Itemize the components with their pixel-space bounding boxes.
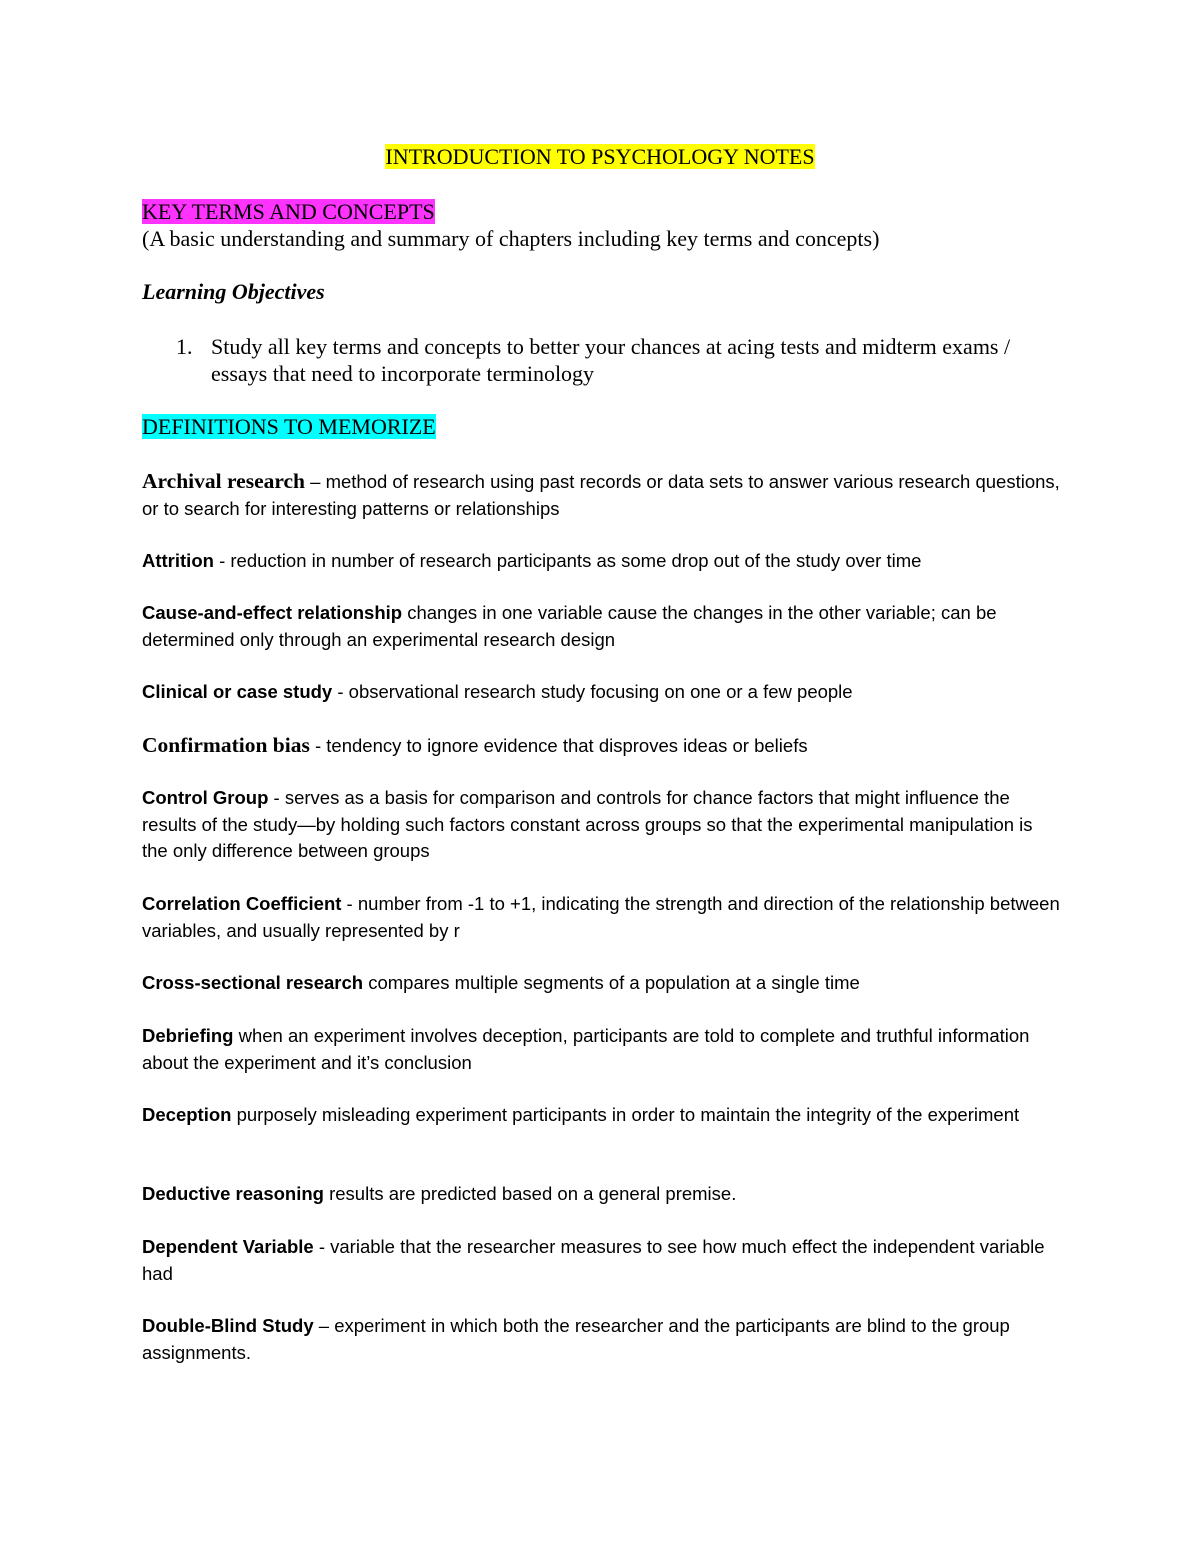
definition-term: Double-Blind Study — [142, 1315, 314, 1336]
definition-text: compares multiple segments of a population at a single time — [363, 972, 860, 993]
definition-clinical-case-study — [142, 679, 1062, 706]
definition-term: Cross-sectional research — [142, 972, 364, 993]
definition-attrition — [142, 548, 1062, 575]
document-title-line — [0, 143, 1200, 171]
definition-debriefing — [142, 1023, 1062, 1076]
definition-deception — [142, 1102, 1062, 1129]
definition-term: Clinical or case study — [142, 681, 333, 702]
definitions-heading: DEFINITIONS TO MEMORIZE — [142, 414, 436, 439]
definition-text: when an experiment involves deception, participants are told to complete and truthful information about the experiment and it’s conclusion — [142, 1025, 1030, 1073]
key-terms-heading: KEY TERMS AND CONCEPTS — [142, 199, 435, 224]
definition-confirmation-bias — [142, 732, 1062, 760]
definition-text: - tendency to ignore evidence that disproves ideas or beliefs — [309, 735, 808, 756]
definition-text: changes in one variable cause the changes in the other variable; can be determined only through an experimental research design — [142, 602, 997, 650]
definition-text: - reduction in number of research participants as some drop out of the study over time — [213, 550, 922, 571]
definition-text: – experiment in which both the researcher and the participants are blind to the group assignments. — [142, 1315, 1010, 1363]
definition-term: Debriefing — [142, 1025, 234, 1046]
definition-term: Attrition — [142, 550, 214, 571]
learning-objectives-heading: Learning Objectives — [142, 279, 325, 304]
definition-correlation-coefficient — [142, 891, 1062, 944]
definition-term: Correlation Coefficient — [142, 893, 342, 914]
definition-term: Archival research — [142, 469, 306, 493]
document-subtitle: (A basic understanding and summary of chapters including key terms and concepts) — [142, 226, 880, 251]
definition-term: Confirmation bias — [142, 733, 310, 757]
definition-term: Deductive reasoning — [142, 1183, 324, 1204]
definition-text: – method of research using past records or data sets to answer various research questions, or to search for interesting patterns or relationships — [142, 471, 1060, 519]
definition-term: Control Group — [142, 787, 269, 808]
definition-text: purposely misleading experiment participants in order to maintain the integrity of the experiment — [231, 1104, 1020, 1125]
definition-text: results are predicted based on a general premise. — [323, 1183, 737, 1204]
key-terms-line — [142, 198, 435, 226]
definition-deductive-reasoning — [142, 1181, 1062, 1208]
definition-text: - variable that the researcher measures to see how much effect the independent variable had — [142, 1236, 1045, 1284]
definition-term: Cause-and-effect relationship — [142, 602, 403, 623]
definition-text: - serves as a basis for comparison and controls for chance factors that might influence the results of the study—by holding such factors constant across groups so that the experimental manipulation is the only difference between groups — [142, 787, 1033, 861]
definition-cross-sectional — [142, 970, 1062, 997]
definition-control-group — [142, 785, 1062, 865]
definition-term: Dependent Variable — [142, 1236, 314, 1257]
definition-term: Deception — [142, 1104, 232, 1125]
definition-text: - observational research study focusing on one or a few people — [332, 681, 853, 702]
definition-double-blind-study — [142, 1313, 1062, 1366]
definition-dependent-variable — [142, 1234, 1062, 1287]
definitions-heading-line — [142, 413, 436, 441]
definition-cause-and-effect — [142, 600, 1062, 653]
objective-text: Study all key terms and concepts to better your chances at acing tests and midterm exams / essays that need to incorporate terminology — [211, 334, 1011, 386]
definition-text: - number from -1 to +1, indicating the strength and direction of the relationship between variables, and usually represented by r — [142, 893, 1060, 941]
definition-archival-research — [142, 468, 1062, 522]
objective-number: 1. — [176, 334, 193, 359]
document-title: INTRODUCTION TO PSYCHOLOGY NOTES — [385, 144, 815, 169]
